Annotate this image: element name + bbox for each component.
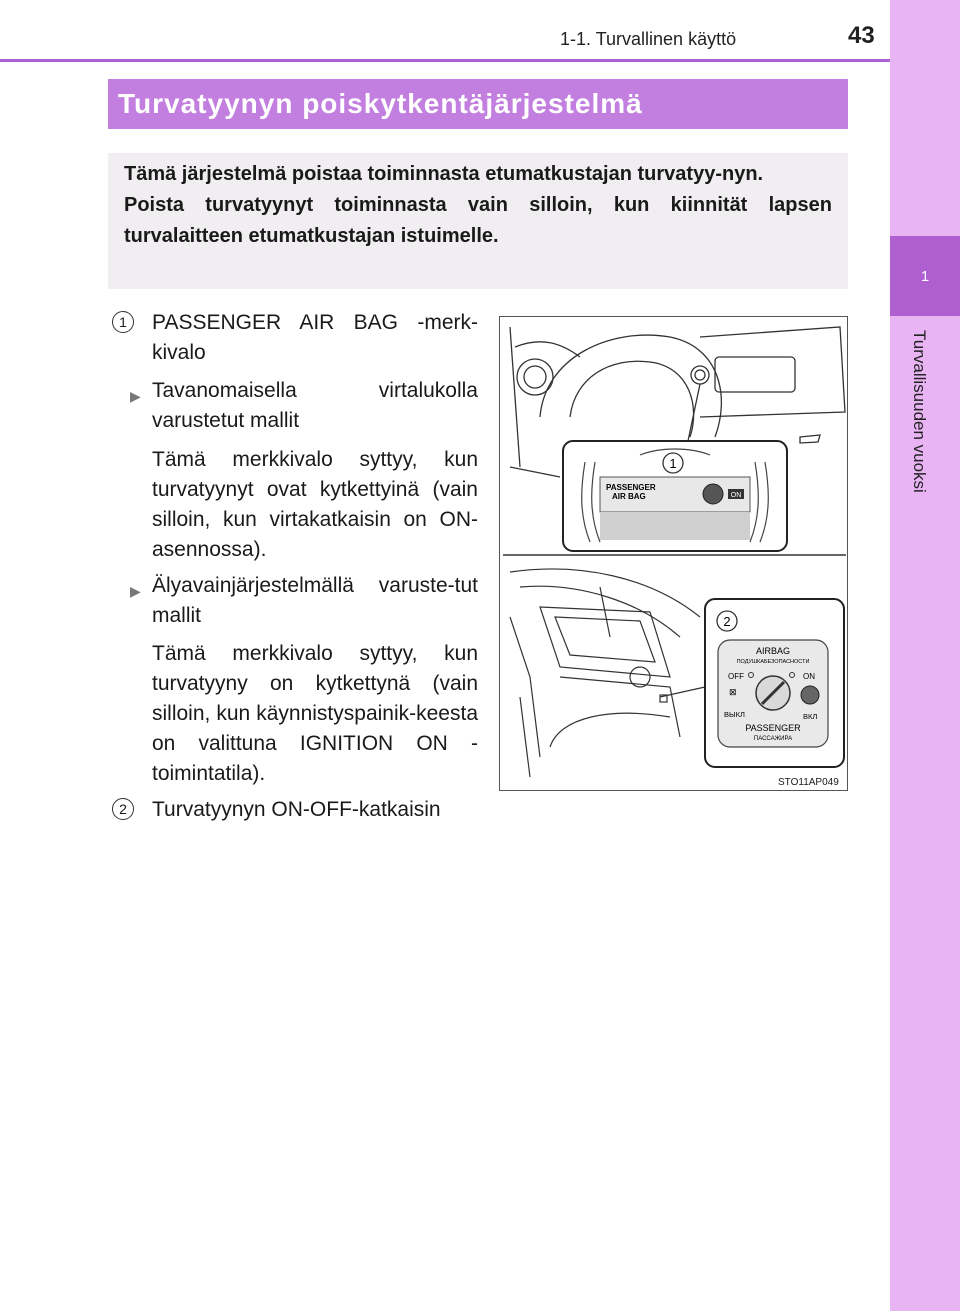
intro-line-2: Poista turvatyynyt toiminnasta vain silloin, kun kiinnität lapsen turvalaitteen etumatkustajan istuimelle.	[124, 194, 832, 247]
switch-bottom-ru-label: ПАССАЖИРА	[753, 736, 793, 742]
lamp-label-line1: PASSENGER	[606, 483, 656, 492]
page-number: 43	[848, 22, 875, 49]
callout-1-label: 1	[669, 456, 677, 471]
callout-2-label: 2	[723, 614, 731, 629]
header-divider	[0, 59, 890, 62]
item-number-1: 1	[112, 311, 134, 333]
switch-off-label: OFF	[728, 672, 744, 681]
airbag-lamp-icon	[703, 484, 723, 504]
switch-top-label: AIRBAG	[755, 646, 791, 656]
chapter-tab[interactable]	[890, 236, 960, 316]
dashboard-illustration	[499, 316, 848, 791]
switch-off-ru-label: ВЫКЛ	[724, 710, 745, 719]
section-title: 1-1. Turvallinen käyttö	[560, 29, 737, 49]
airbag-off-icon: ⊠	[729, 687, 737, 697]
sub-item-2-body: Tämä merkkivalo syttyy, kun turvatyyny on kytkettynä (vain silloin, kun käynnistyspainik-keesta on valittuna IGNITION ON -toimintatila).	[152, 642, 478, 785]
switch-on-ru-label: ВКЛ	[803, 712, 818, 721]
sub-item-1-body: Tämä merkkivalo syttyy, kun turvatyynyt ovat kytkettyinä (vain silloin, kun virtakatkaisin on ON-asennossa).	[152, 448, 478, 561]
chapter-side-title: Turvallisuuden vuoksi	[910, 330, 929, 493]
dashboard-line-drawing	[500, 317, 848, 791]
lamp-label-line2: AIR BAG	[612, 492, 646, 501]
chapter-number: 1	[920, 267, 930, 285]
item-number-2: 2	[112, 798, 134, 820]
switch-top-ru-label: ПОДУШКАБЕЗОПАСНОСТИ	[736, 659, 810, 665]
intro-box	[108, 153, 848, 289]
bullet-triangle-icon: ▶	[130, 583, 141, 599]
sub-item-2-title: Älyavainjärjestelmällä varuste-tut mallit	[152, 574, 478, 627]
item-2-title: Turvatyynyn ON-OFF-katkaisin	[152, 798, 441, 821]
figure-code: STO11AP049	[778, 777, 839, 788]
item-1-title: PASSENGER AIR BAG -merk-kivalo	[152, 311, 478, 364]
page-heading-banner	[108, 79, 848, 129]
chapter-side-strip	[890, 0, 960, 1311]
switch-on-label: ON	[803, 672, 815, 681]
lamp-on-label: ON	[730, 492, 742, 499]
intro-line-1: Tämä järjestelmä poistaa toiminnasta etumatkustajan turvatyy-nyn.	[124, 163, 764, 185]
page-heading: Turvatyynyn poiskytkentäjärjestelmä	[118, 88, 643, 119]
switch-bottom-label: PASSENGER	[745, 723, 801, 733]
sub-item-1-title: Tavanomaisella virtalukolla varustetut mallit	[152, 379, 478, 432]
bullet-triangle-icon: ▶	[130, 388, 141, 404]
airbag-on-icon	[801, 686, 819, 704]
